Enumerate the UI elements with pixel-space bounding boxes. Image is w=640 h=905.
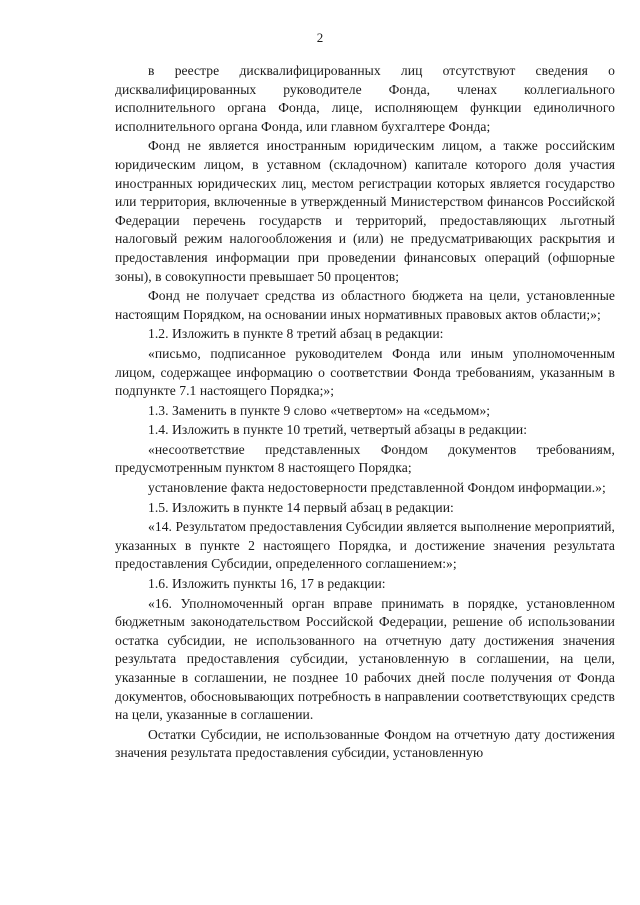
paragraph-foreign-entity: Фонд не является иностранным юридическим лицом, а также российским юридическим лицом, в уставном (складочном) капитале которого доля участия иностранных юридических лиц, местом регистрации которых является государство или территория, включенные в утвержденный Министерством финансов Российской Федерации перечень государств и территорий, предоставляющих льготный налоговый режим налогообложения и (или) не предусматривающих раскрытия и предоставления информации при проведении финансовых операций (офшорные зоны), в совокупности превышает 50 процентов; xyxy=(115,138,615,284)
paragraph-inaccuracy: установление факта недостоверности представленной Фондом информации.»; xyxy=(148,480,606,496)
paragraph-remainders: Остатки Субсидии, не использованные Фондом на отчетную дату достижения значения результата предоставления субсидии, установленную xyxy=(115,726,615,761)
page-number: 2 xyxy=(316,30,324,45)
paragraph-regional-budget: Фонд не получает средства из областного бюджета на цели, установленные настоящим Порядком, на основании иных нормативных правовых актов области;»; xyxy=(115,288,615,322)
paragraph-item-16: «16. Уполномоченный орган вправе принимать в порядке, установленном бюджетным законодательством Российской Федерации, решение об использовании остатка субсидии, не использованного на отчетную дату достижения значения результата предоставления субсидии, установленную в соглашении, на цели, указанные в соглашении, не позднее 10 рабочих дней после получения от Фонда документов, обосновывающих потребность в направлении соответствующих средств на цели, указанные в соглашении. xyxy=(115,595,615,723)
paragraph-item-1-3: 1.3. Заменить в пункте 9 слово «четвертом» на «седьмом»; xyxy=(148,402,491,418)
paragraph-item-1-6: 1.6. Изложить пункты 16, 17 в редакции: xyxy=(148,576,386,592)
paragraph-result: «14. Результатом предоставления Субсидии является выполнение мероприятий, указанных в пункте 2 настоящего Порядка, и достижение значения результата предоставления Субсидии, определенного соглашением:»; xyxy=(115,519,615,572)
paragraph-item-1-5: 1.5. Изложить в пункте 14 первый абзац в редакции: xyxy=(148,499,454,515)
paragraph-disqualification: в реестре дисквалифицированных лиц отсутствуют сведения о дисквалифицированных руководителе Фонда, членах коллегиального исполнительного органа Фонда, лице, исполняющем функции единоличного исполнительного органа Фонда, или главном бухгалтере Фонда; xyxy=(115,63,615,134)
paragraph-nonconformity: «несоответствие представленных Фондом документов требованиям, предусмотренным пунктом 8 настоящего Порядка; xyxy=(115,441,615,476)
paragraph-letter: «письмо, подписанное руководителем Фонда или иным уполномоченным лицом, содержащее информацию о соответствии Фонда требованиям, указанным в подпункте 7.1 настоящего Порядка;»; xyxy=(115,345,615,399)
paragraph-item-1-2: 1.2. Изложить в пункте 8 третий абзац в редакции: xyxy=(148,326,444,342)
document-body xyxy=(115,62,615,764)
paragraph-item-1-4: 1.4. Изложить в пункте 10 третий, четвертый абзацы в редакции: xyxy=(148,422,528,438)
